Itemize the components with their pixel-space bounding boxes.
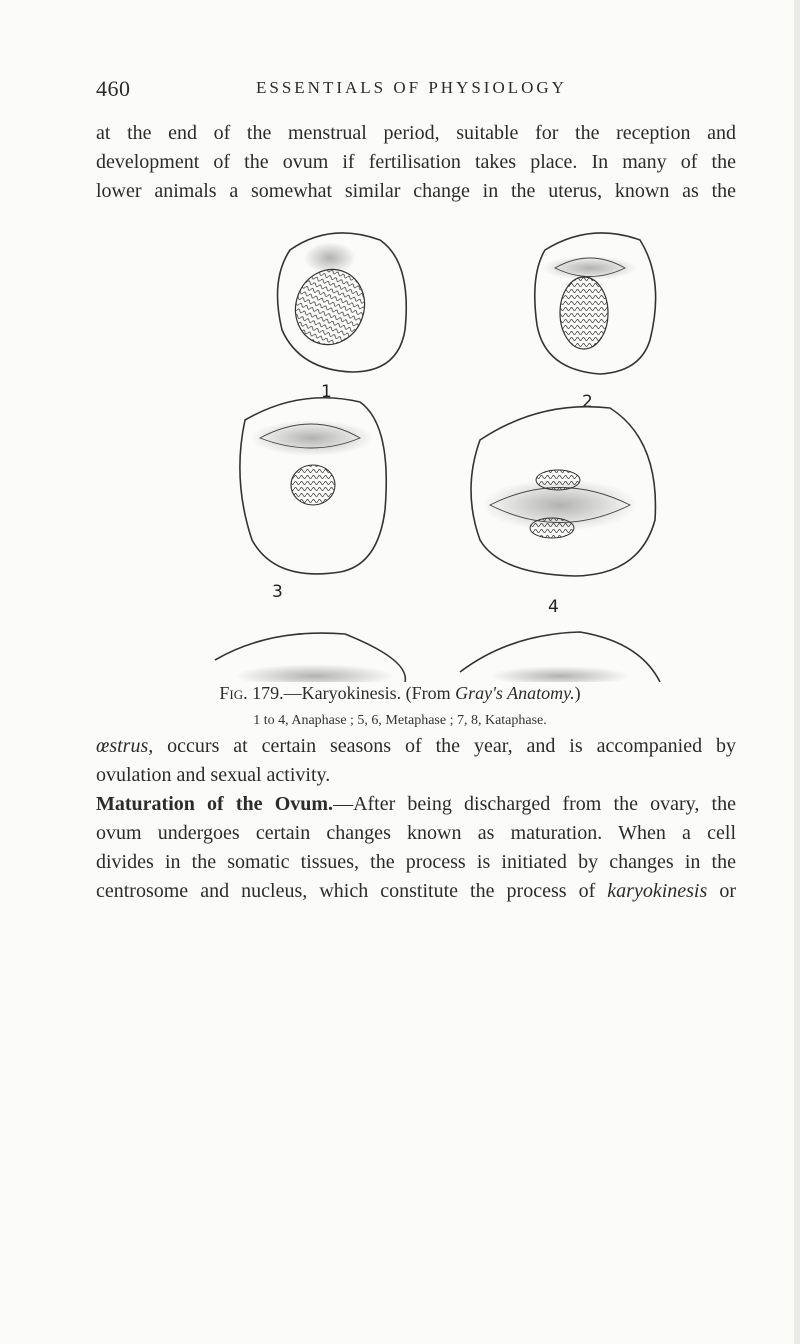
- paragraph-bottom: [96, 732, 736, 906]
- section-heading: Maturation of the Ovum.: [96, 793, 334, 815]
- term-oestrus: œstrus,: [96, 735, 154, 757]
- figure-source-title: Gray's Anatomy.: [455, 683, 575, 703]
- text-line: at the end of the menstrual period, suitable for the reception and: [96, 122, 736, 144]
- text-line: ovulation and sexual activity.: [96, 764, 331, 786]
- figure-number: Fig. 179.: [219, 683, 284, 703]
- text-line: ovum undergoes certain changes known as maturation. When a cell: [96, 822, 736, 844]
- text-line: [96, 732, 736, 761]
- text-line: lower animals a somewhat similar change in the uterus, known as the: [96, 180, 736, 202]
- cell-2-drawing: [535, 233, 656, 374]
- cell-label-3: 3: [272, 582, 283, 602]
- cell-label-1: 1: [321, 382, 332, 402]
- cell-1-drawing: [278, 233, 407, 372]
- figure-title: —Karyokinesis.: [283, 683, 402, 703]
- cell-label-4: 4: [548, 597, 559, 617]
- cell-label-2: 2: [582, 392, 593, 412]
- text-span: occurs at certain seasons of the year, and is accompanied by: [153, 735, 736, 757]
- text-span: —After being discharged from the ovary, the: [333, 793, 736, 815]
- page-header: [96, 76, 736, 104]
- text-line: [96, 877, 736, 906]
- paragraph-top: [96, 119, 736, 206]
- figure-lower-strip: [0, 620, 800, 684]
- text-span: or: [707, 880, 736, 902]
- text-span: centrosome and nucleus, which constitute the process of: [96, 880, 608, 902]
- figure-caption: [0, 683, 800, 704]
- cell-4-drawing: [471, 407, 655, 576]
- figure-source-suffix: ): [574, 683, 581, 703]
- text-line: divides in the somatic tissues, the process is initiated by changes in the: [96, 851, 736, 873]
- cell-3-drawing: [240, 398, 386, 574]
- running-title: ESSENTIALS OF PHYSIOLOGY: [256, 78, 567, 97]
- term-karyokinesis: karyokinesis: [607, 880, 708, 902]
- page-number: 460: [96, 76, 131, 101]
- figure-source-prefix: (From: [405, 683, 456, 703]
- figure-legend: 1 to 4, Anaphase ; 5, 6, Metaphase ; 7, 8, Kataphase.: [253, 713, 547, 728]
- text-line: development of the ovum if fertilisation takes place. In many of the: [96, 151, 736, 173]
- text-line: [96, 790, 736, 819]
- karyokinesis-figure: [0, 222, 800, 682]
